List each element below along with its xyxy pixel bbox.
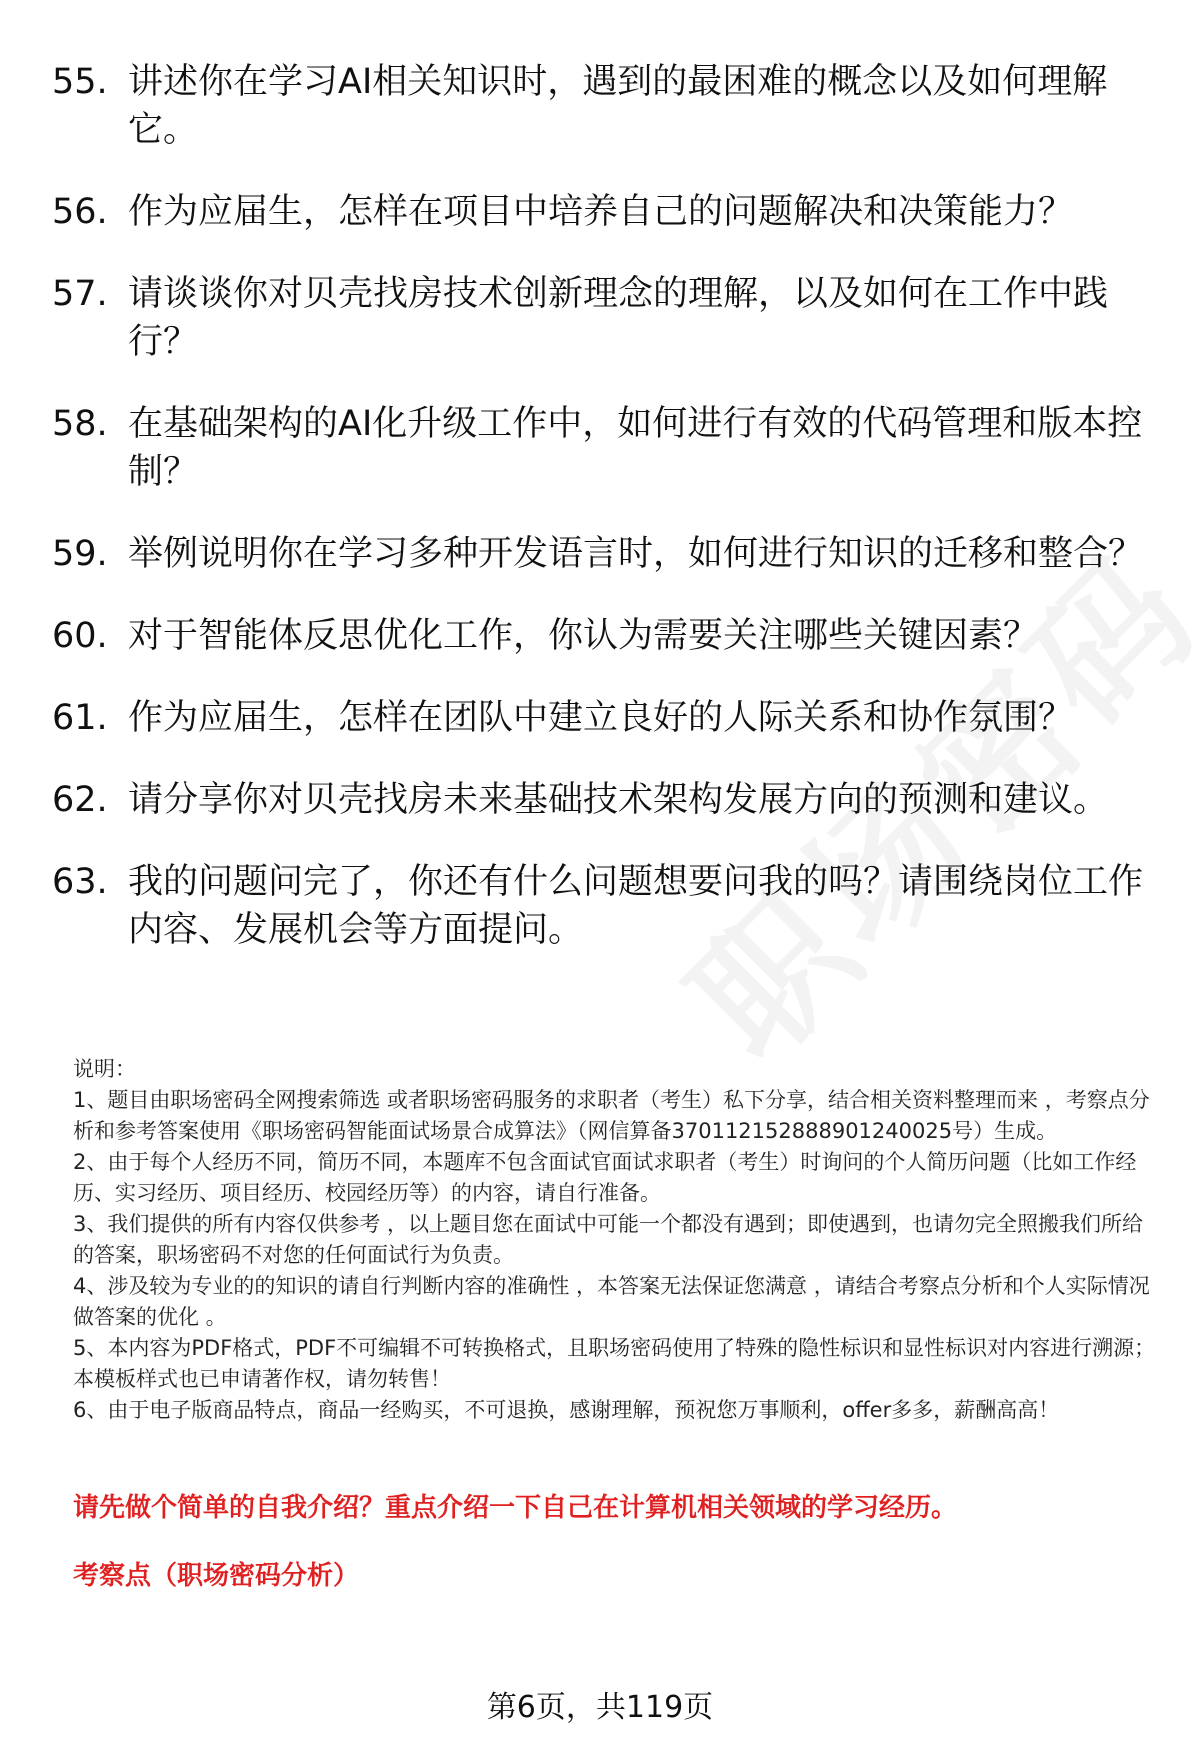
question-item xyxy=(52,270,1162,366)
note-item: 2、由于每个人经历不同，简历不同，本题库不包含面试官面试求职者（考生）时询问的个人简历问题（比如工作经历、实习经历、项目经历、校园经历等）的内容，请自行准备。 xyxy=(73,1150,1137,1205)
notes-heading: 说明： xyxy=(73,1057,136,1081)
question-number: 62. xyxy=(52,780,108,820)
question-item xyxy=(52,858,1162,954)
question-text: 请分享你对贝壳找房未来基础技术架构发展方向的预测和建议。 xyxy=(128,780,1109,820)
question-text: 作为应届生，怎样在项目中培养自己的问题解决和决策能力？ xyxy=(128,192,1074,232)
note-item: 3、我们提供的所有内容仅供参考 ，以上题目您在面试中可能一个都没有遇到；即使遇到，也请勿完全照搬我们所给的答案，职场密码不对您的任何面试行为负责。 xyxy=(73,1212,1144,1267)
question-item xyxy=(52,776,1162,824)
question-number: 60. xyxy=(52,616,108,656)
question-number: 61. xyxy=(52,698,108,738)
question-text: 在基础架构的AI化升级工作中，如何进行有效的代码管理和版本控制？ xyxy=(128,404,1143,492)
disclaimer-notes xyxy=(73,1054,1163,1426)
note-item: 1、题目由职场密码全网搜索筛选 或者职场密码服务的求职者（考生）私下分享，结合相关资料整理而来 ，考察点分析和参考答案使用《职场密码智能面试场景合成算法》（网信算备370112152888901240025号）生成。 xyxy=(73,1088,1150,1143)
question-text: 对于智能体反思优化工作，你认为需要关注哪些关键因素？ xyxy=(128,616,1039,656)
page-footer: 第6页，共119页 xyxy=(486,1690,714,1725)
analysis-label: 考察点（职场密码分析） xyxy=(73,1561,360,1591)
note-item: 6、由于电子版商品特点，商品一经购买，不可退换，感谢理解，预祝您万事顺利，offer多多，薪酬高高！ xyxy=(73,1398,1060,1422)
question-number: 57. xyxy=(52,274,108,314)
question-text: 作为应届生，怎样在团队中建立良好的人际关系和协作氛围？ xyxy=(128,698,1074,738)
question-item xyxy=(52,530,1162,578)
note-item: 4、涉及较为专业的的知识的请自行判断内容的准确性 ，本答案无法保证您满意 ，请结合考察点分析和个人实际情况做答案的优化 。 xyxy=(73,1274,1150,1329)
question-text: 我的问题问完了，你还有什么问题想要问我的吗？请围绕岗位工作内容、发展机会等方面提问。 xyxy=(128,862,1144,950)
question-number: 56. xyxy=(52,192,108,232)
question-item xyxy=(52,694,1162,742)
question-item xyxy=(52,58,1162,154)
question-number: 59. xyxy=(52,534,108,574)
question-number: 55. xyxy=(52,62,108,102)
question-text: 举例说明你在学习多种开发语言时，如何进行知识的迁移和整合？ xyxy=(128,534,1144,574)
question-text: 讲述你在学习AI相关知识时，遇到的最困难的概念以及如何理解它。 xyxy=(128,62,1108,150)
question-list xyxy=(52,58,1162,988)
question-number: 63. xyxy=(52,862,108,902)
question-number: 58. xyxy=(52,404,108,444)
question-text: 请谈谈你对贝壳找房技术创新理念的理解，以及如何在工作中践行？ xyxy=(128,274,1109,362)
highlight-question: 请先做个简单的自我介绍？重点介绍一下自己在计算机相关领域的学习经历。 xyxy=(73,1493,958,1523)
question-item xyxy=(52,400,1162,496)
question-item xyxy=(52,612,1162,660)
note-item: 5、本内容为PDF格式，PDF不可编辑不可转换格式，且职场密码使用了特殊的隐性标识和显性标识对内容进行溯源；本模板样式也已申请著作权，请勿转售！ xyxy=(73,1336,1156,1391)
question-item xyxy=(52,188,1162,236)
